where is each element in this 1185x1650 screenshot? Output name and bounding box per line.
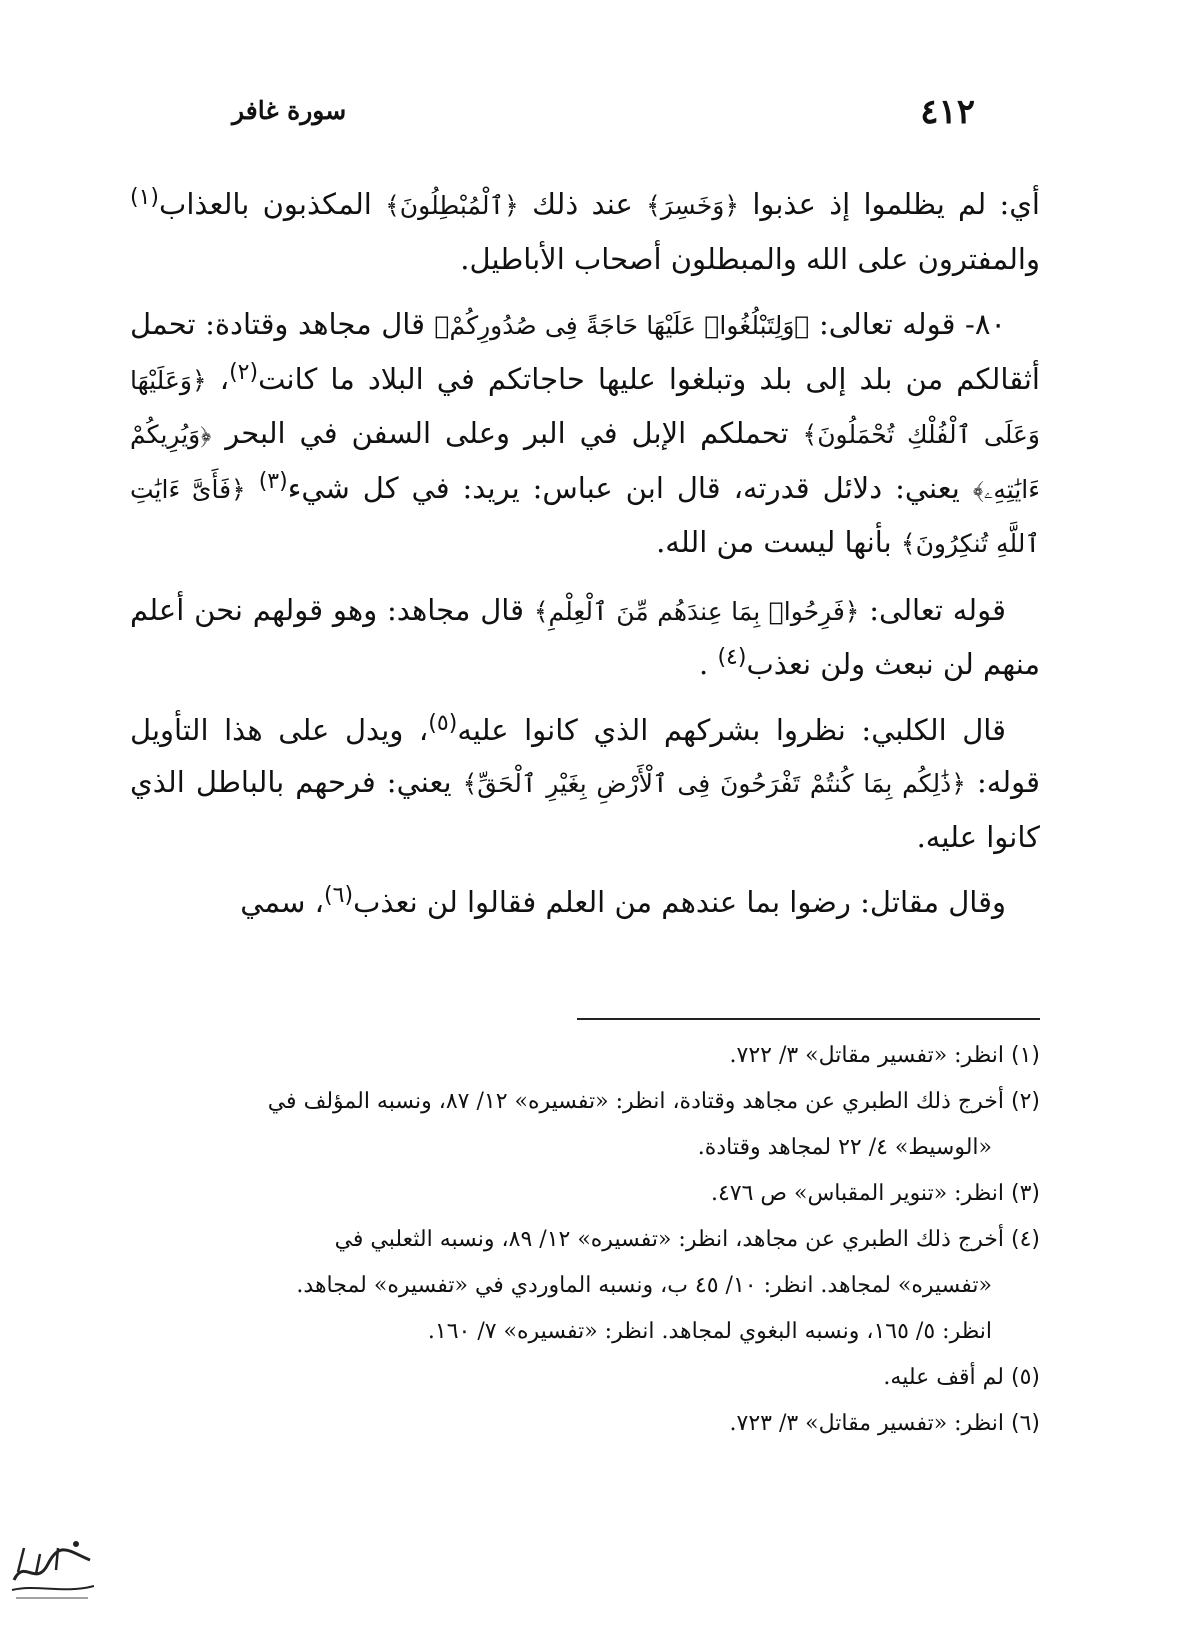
text-run: وقال مقاتل: رضوا بما عندهم من العلم فقالوا لن نعذب: [353, 885, 1006, 919]
footnote-4-continuation: «تفسيره» لمجاهد. انظر: ١٠/ ٤٥ ب، ونسبه الماوردي في «تفسيره» لمجاهد.: [296, 1273, 992, 1298]
paragraph-1: [130, 178, 1040, 285]
quran-verse: ﴿وَلِتَبْلُغُوا۟ عَلَيْهَا حَاجَةً فِى صُدُورِكُمْ﴾: [434, 311, 810, 340]
footnote-number: (٤): [1010, 1227, 1040, 1252]
footnote-ref: (٦): [324, 883, 354, 908]
main-text: [130, 178, 1040, 929]
quran-verse: ﴿فَرِحُوا۟ بِمَا عِندَهُم مِّنَ ٱلْعِلْمِ﴾: [533, 596, 860, 626]
text-run: والمفترون على الله والمبطلون أصحاب الأباطيل.: [460, 241, 1040, 276]
text-run: تحملكم الإبل في البر وعلى السفن في البحر: [211, 416, 803, 450]
publisher-logo: [6, 1530, 98, 1604]
footnote-ref: (٥): [428, 710, 458, 736]
footnote-2: [120, 1079, 1040, 1125]
footnote-text: لم أقف عليه.: [883, 1365, 1004, 1390]
quran-verse: ﴿وَيُرِيكُمْ ءَايَٰتِهِۦ﴾: [130, 420, 1041, 504]
footnote-number: (٢): [1010, 1089, 1040, 1114]
footnote-text: انظر: «تفسير مقاتل» ٣/ ٧٢٣.: [729, 1411, 1004, 1436]
text-run: أي: لم يظلموا إذ عذبوا: [739, 187, 1040, 221]
running-title: سورة غافر: [232, 96, 347, 125]
text-run: قال مجاهد: وهو قولهم نحن أعلم منهم لن نبعث ولن نعذب: [130, 592, 1040, 681]
paragraph-2: [130, 298, 1040, 571]
footnotes: [120, 1033, 1040, 1447]
footnote-number: (٥): [1010, 1365, 1040, 1390]
text-run: قال مجاهد وقتادة: تحمل أثقالكم من بلد إلى بلد وتبلغوا عليها حاجاتكم في البلاد ما كانت: [130, 307, 1040, 396]
footnote-ref: (٤): [717, 645, 747, 670]
text-run: ،: [206, 361, 230, 396]
footnote-ref: (٢): [229, 359, 259, 385]
text-run: المكذبون بالعذاب: [159, 187, 386, 221]
text-run: ٨٠- قوله تعالى:: [809, 307, 1007, 341]
footnote-number: (٣): [1010, 1181, 1040, 1206]
footnote-4: [120, 1217, 1040, 1263]
footnote-1: [120, 1033, 1040, 1079]
footnote-text: انظر: «تفسير مقاتل» ٣/ ٧٢٢.: [729, 1043, 1004, 1068]
quran-verse: ﴿فَأَىَّ ءَايَٰتِ ٱللَّهِ تُنكِرُونَ﴾: [130, 474, 1040, 558]
footnote-divider: [577, 1018, 1040, 1020]
paragraph-5: [130, 876, 1040, 929]
footnote-4-continuation-2: انظر: ٥/ ١٦٥، ونسبه البغوي لمجاهد. انظر: «تفسيره» ٧/ ١٦٠.: [427, 1319, 992, 1344]
footnote-ref: (٣): [258, 468, 288, 494]
page-number: ٤١٢: [920, 92, 975, 132]
paragraph-4: [130, 704, 1040, 864]
footnote-number: (١): [1010, 1043, 1040, 1068]
text-run: قوله تعالى:: [859, 592, 1006, 627]
quran-verse: ﴿وَعَلَيْهَا وَعَلَى ٱلْفُلْكِ تُحْمَلُونَ﴾: [130, 365, 1040, 449]
quran-verse: ﴿ٱلْمُبْطِلُونَ﴾: [385, 191, 519, 220]
text-run: يعني: دلائل قدرته، قال ابن عباس: يريد: في كل شيء: [287, 470, 973, 505]
footnote-5: [120, 1355, 1040, 1401]
text-run: [246, 471, 259, 505]
footnote-ref: (١): [130, 185, 160, 210]
page-header: [0, 92, 1185, 140]
footnote-text: أخرج ذلك الطبري عن مجاهد، انظر: «تفسيره» ١٢/ ٨٩، ونسبه الثعلبي في: [334, 1227, 1004, 1252]
text-run: ، ويدل على هذا التأويل قوله:: [130, 712, 1040, 799]
text-run: قال الكلبي: نظروا بشركهم الذي كانوا عليه: [457, 712, 1006, 747]
text-run: يعني: فرحهم بالباطل الذي كانوا عليه.: [130, 765, 1040, 854]
footnote-text: انظر: «تنوير المقباس» ص ٤٧٦.: [710, 1181, 1004, 1206]
footnote-number: (٦): [1010, 1411, 1040, 1436]
text-run: .: [699, 647, 718, 681]
quran-verse: ﴿ذَٰلِكُم بِمَا كُنتُمْ تَفْرَحُونَ فِى ٱلْأَرْضِ بِغَيْرِ ٱلْحَقِّ﴾: [462, 769, 966, 798]
footnote-3: [120, 1171, 1040, 1217]
footnote-text: أخرج ذلك الطبري عن مجاهد وقتادة، انظر: «تفسيره» ١٢/ ٨٧، ونسبه المؤلف في: [267, 1089, 1004, 1114]
text-run: عند ذلك: [518, 187, 647, 221]
quran-verse: ﴿وَخَسِرَ﴾: [646, 191, 740, 220]
text-run: بأنها ليست من الله.: [656, 525, 901, 559]
footnote-6: [120, 1401, 1040, 1447]
footnote-2-continuation: «الوسيط» ٤/ ٢٢ لمجاهد وقتادة.: [697, 1135, 992, 1160]
paragraph-3: [130, 584, 1040, 691]
text-run: ، سمي: [240, 885, 325, 919]
